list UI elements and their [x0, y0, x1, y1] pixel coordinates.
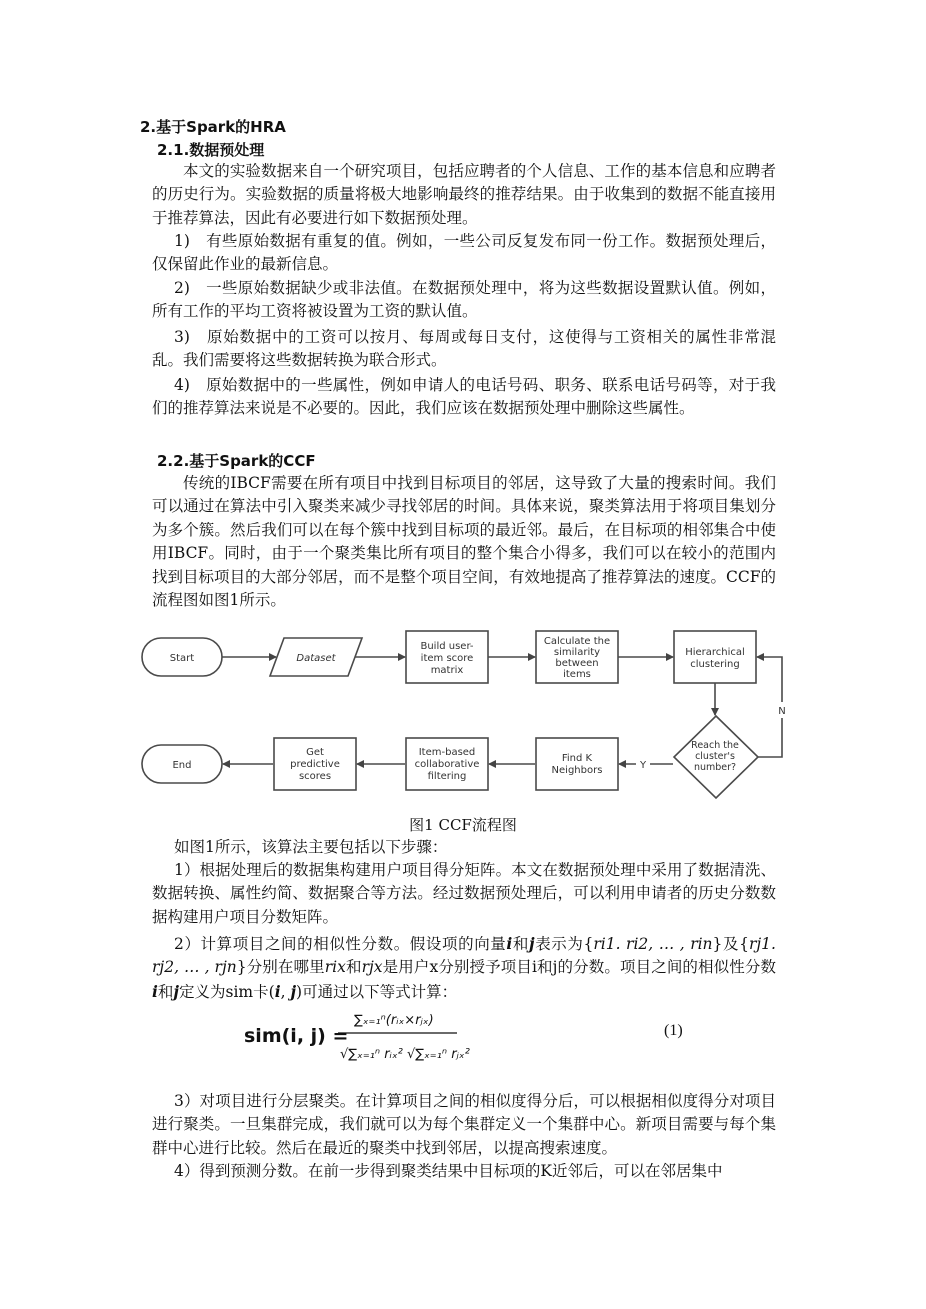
preprocess-item-4: 4) 原始数据中的一些属性，例如申请人的电话号码、职务、联系电话号码等，对于我们的推荐算法来说是不必要的。因此，我们应该在数据预处理中删除这些属性。: [152, 376, 776, 418]
step-4: 4）得到预测分数。在前一步得到聚类结果中目标项的K近邻后，可以在邻居集中: [174, 1162, 723, 1180]
hier-label-2: clustering: [690, 659, 740, 670]
step-1: 1）根据处理后的数据集构建用户项目得分矩阵。本文在数据预处理中采用了数据清洗、数据转换、属性约简、数据聚合等方法。经过数据预处理后，可以利用申请者的历史分数数据构建用户项目分数矩阵。: [152, 861, 776, 926]
figure-caption: 图1 CCF流程图: [409, 816, 517, 834]
section-2-2-paragraph: 传统的IBCF需要在所有项目中找到目标项目的邻居，这导致了大量的搜索时间。我们可以通过在算法中引入聚类来减少寻找邻居的时间。具体来说，聚类算法用于将项目集划分为多个簇。然后我们可以在每个簇中找到目标项的最近邻。最后，在目标项的相邻集合中使用IBCF。同时，由于一个聚类集比所有项目的整个集合小得多，我们可以在较小的范围内找到目标项目的大部分邻居，而不是整个项目空间，有效地提高了推荐算法的速度。CCF的流程图如图1所示。: [152, 474, 776, 610]
yes-label: Y: [639, 760, 647, 771]
eq-denominator: √∑ₓ₌₁ⁿ rᵢₓ² √∑ₓ₌₁ⁿ rⱼₓ²: [340, 1047, 470, 1062]
item-based-label-1: Item-based: [418, 747, 476, 758]
steps-intro: 如图1所示，该算法主要包括以下步骤：: [174, 838, 448, 856]
no-label: N: [778, 706, 786, 717]
findk-label-1: Find K: [561, 753, 593, 764]
build-label-1: Build user-: [420, 641, 474, 652]
build-label-2: item score: [420, 653, 474, 664]
item-based-label-2: collaborative: [414, 759, 480, 770]
find-k-process: [536, 738, 618, 790]
section-2-1-intro: 本文的实验数据来自一个研究项目，包括应聘者的个人信息、工作的基本信息和应聘者的历史行为。实验数据的质量将极大地影响最终的推荐结果。由于收集到的数据不能直接用于推荐算法，因此有必要进行如下数据预处理。: [152, 162, 776, 227]
item-based-label-3: filtering: [427, 771, 467, 782]
calc-label-3: between: [555, 658, 599, 669]
calc-label-4: items: [563, 669, 591, 680]
decision-label-3: number?: [693, 762, 737, 773]
predict-label-1: Get: [306, 747, 324, 758]
build-label-3: matrix: [430, 665, 464, 676]
decision-label-2: cluster's: [695, 751, 735, 762]
section-2-title: 2.基于Spark的HRA: [140, 118, 286, 136]
findk-label-2: Neighbors: [551, 765, 603, 776]
dataset-label: Dataset: [296, 653, 336, 664]
calc-label-2: similarity: [553, 647, 601, 658]
equation-number: (1): [664, 1022, 683, 1039]
calc-label-1: Calculate the: [543, 636, 611, 647]
section-2-1-title: 2.1.数据预处理: [157, 141, 265, 159]
section-2-2-title: 2.2.基于Spark的CCF: [157, 452, 316, 470]
step-3: 3）对项目进行分层聚类。在计算项目之间的相似度得分后，可以根据相似度得分对项目进行聚类。一旦集群完成，我们就可以为每个集群定义一个集群中心。新项目需要与每个集群中心进行比较。然后在最近的聚类中找到邻居，以提高搜索速度。: [152, 1092, 776, 1157]
hier-label-1: Hierarchical: [685, 647, 745, 658]
preprocess-item-3: 3) 原始数据中的工资可以按月、每周或每日支付，这使得与工资相关的属性非常混乱。我们需要将这些数据转换为联合形式。: [152, 328, 776, 370]
end-label: End: [172, 760, 192, 771]
preprocess-item-1: 1) 有些原始数据有重复的值。例如，一些公司反复发布同一份工作。数据预处理后，仅保留此作业的最新信息。: [152, 232, 776, 274]
similarity-equation: [244, 1008, 704, 1072]
ccf-flowchart: [136, 622, 792, 808]
eq-numerator: ∑ₓ₌₁ⁿ(rᵢₓ×rⱼₓ): [354, 1013, 434, 1028]
step-2: 2）计算项目之间的相似性分数。假设项的向量i和j表示为{ri1. ri2, … , rin}及{rj1. rj2, … , rjn}分别在哪里rix和rjx是用户x分别授予项目i和j的分数。项目之间的相似性分数i和j定义为sim卡(i, j)可通过以下等式计算：: [152, 934, 776, 1001]
decision-label-1: Reach the: [691, 740, 739, 751]
predict-label-2: predictive: [290, 759, 340, 770]
eq-lhs: sim(i, j) =: [244, 1025, 349, 1047]
predict-label-3: scores: [298, 771, 332, 782]
preprocess-item-2: 2) 一些原始数据缺少或非法值。在数据预处理中，将为这些数据设置默认值。例如，所有工作的平均工资将被设置为工资的默认值。: [152, 279, 776, 321]
start-label: Start: [169, 653, 195, 664]
